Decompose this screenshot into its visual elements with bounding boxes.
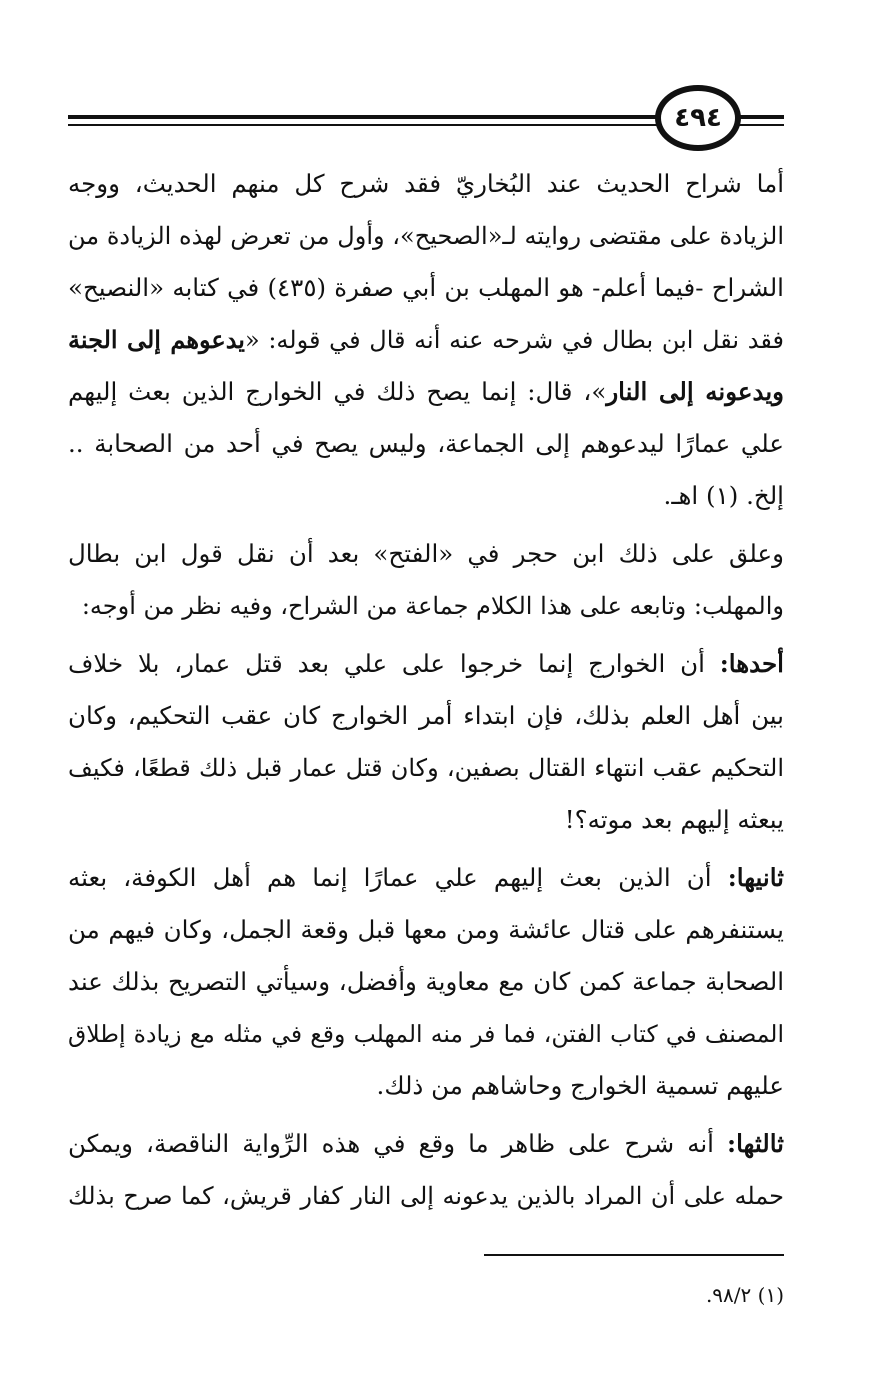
header-rule-thick xyxy=(68,115,719,119)
page-header xyxy=(68,82,784,162)
text-line: الصحابة جماعة كمن كان مع معاوية وأفضل، وسيأتي التصريح بذلك عند xyxy=(68,967,784,996)
main-text xyxy=(68,158,784,1222)
text-line: يبعثه إليهم بعد موته؟! xyxy=(564,805,784,834)
text-line: علي عمارًا ليدعوهم إلى الجماعة، وليس يصح في أحد من الصحابة .. xyxy=(68,429,784,458)
text-line: المصنف في كتاب الفتن، فما فر منه المهلب وقع في مثله مع زيادة إطلاق xyxy=(68,1020,784,1048)
paragraph-3 xyxy=(68,638,784,846)
text-line: وعلق على ذلك ابن حجر في «الفتح» بعد أن نقل قول ابن بطال xyxy=(68,539,784,568)
page-number: ٤٩٤ xyxy=(655,85,741,151)
text-line: الزيادة على مقتضى روايته لـ«الصحيح»، وأول من تعرض لهذه الزيادة من xyxy=(68,222,784,250)
text-line: بين أهل العلم بذلك، فإن ابتداء أمر الخوارج كان عقب التحكيم، وكان xyxy=(68,701,784,730)
header-rule-thin xyxy=(68,124,719,126)
text-line: أما شراح الحديث عند البُخاريّ فقد شرح كل منهم الحديث، ووجه xyxy=(68,169,784,198)
paragraph-4 xyxy=(68,852,784,1112)
text-line: عليهم تسمية الخوارج وحاشاهم من ذلك. xyxy=(376,1071,784,1100)
paragraph-1 xyxy=(68,158,784,522)
text-line: التحكيم عقب انتهاء القتال بصفين، وكان قتل عمار قبل ذلك قطعًا، فكيف xyxy=(68,754,784,782)
text-line: ثالثها: أنه شرح على ظاهر ما وقع في هذه الرِّواية الناقصة، ويمكن xyxy=(68,1129,784,1158)
text-line: الشراح -فيما أعلم- هو المهلب بن أبي صفرة (٤٣٥) في كتابه «النصيح» xyxy=(68,273,784,302)
footnote-separator xyxy=(484,1254,784,1256)
paragraph-2 xyxy=(68,528,784,632)
text-line: ثانيها: أن الذين بعث إليهم علي عمارًا إنما هم أهل الكوفة، بعثه xyxy=(68,863,784,892)
footnote: (١) ٩٨/٢. xyxy=(705,1283,784,1307)
text-line: والمهلب: وتابعه على هذا الكلام جماعة من الشراح، وفيه نظر من أوجه: xyxy=(81,592,784,620)
text-line: يستنفرهم على قتال عائشة ومن معها قبل وقعة الجمل، وكان فيهم من xyxy=(68,915,784,944)
text-line: فقد نقل ابن بطال في شرحه عنه أنه قال في قوله: «يدعوهم إلى الجنة xyxy=(68,325,784,354)
paragraph-5 xyxy=(68,1118,784,1222)
text-line: ويدعونه إلى النار»، قال: إنما يصح ذلك في الخوارج الذين بعث إليهم xyxy=(68,377,784,406)
text-line: إلخ. (١) اهـ. xyxy=(663,481,784,510)
text-line: أحدها: أن الخوارج إنما خرجوا على علي بعد قتل عمار، بلا خلاف xyxy=(68,649,784,678)
text-line: حمله على أن المراد بالذين يدعونه إلى النار كفار قريش، كما صرح بذلك xyxy=(68,1182,784,1210)
